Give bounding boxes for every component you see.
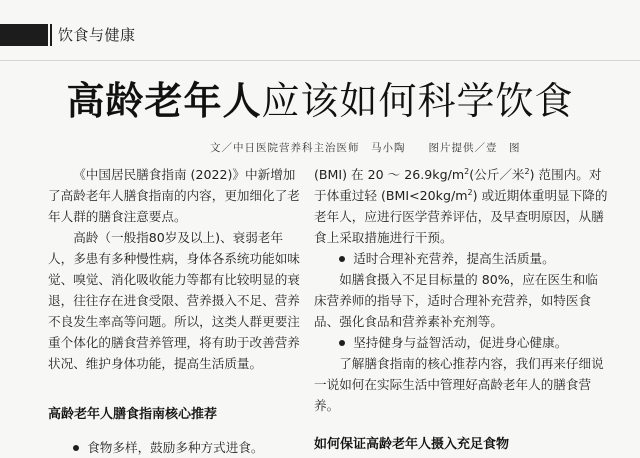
spacer xyxy=(314,416,610,434)
subheading-core-recommendations: 高龄老年人膳食指南核心推荐 xyxy=(48,407,218,422)
article-title xyxy=(0,78,640,124)
list-item-text: 坚持健身与益智活动，促进身心健康。 xyxy=(353,335,568,350)
text-run: ) 范围内。对于体重过轻 (BMI<20kg/m xyxy=(314,167,602,203)
superscript: 2 xyxy=(524,166,530,176)
article-byline: 文／中日医院营养科主治医师 马小陶 图片提供／壹 图 xyxy=(210,142,521,154)
text-run: (BMI) 在 20 ～ 26.9kg/m xyxy=(314,167,465,182)
article-title-rest: 应该如何科学饮食 xyxy=(261,79,574,123)
spacer xyxy=(48,374,300,404)
list-item xyxy=(314,248,610,269)
section-color-band xyxy=(0,24,48,46)
superscript: 2 xyxy=(464,166,470,176)
section-divider xyxy=(50,24,52,46)
section-label: 饮食与健康 xyxy=(58,26,136,44)
list-item xyxy=(314,332,610,353)
paragraph-bmi xyxy=(314,164,610,248)
list-item xyxy=(48,437,300,458)
bullet-icon xyxy=(339,251,353,266)
bullet-icon xyxy=(339,335,353,350)
text-run: (公斤／米 xyxy=(469,167,525,182)
paragraph-intro: 《中国居民膳食指南 (2022)》中新增加了高龄老年人膳食指南的内容，更加细化了老年人群的膳食注意要点。 xyxy=(48,167,300,224)
text-run: ) 或近期体重明显下降的老年人，应进行医学营养评估，及早查明原因，从膳食上采取措施进行干预。 xyxy=(314,188,608,245)
superscript: 2 xyxy=(467,187,473,197)
spacer xyxy=(48,425,300,437)
paragraph-transition: 了解膳食指南的核心推荐内容，我们再来仔细说一说如何在实际生活中管理好高龄老年人的膳食营养。 xyxy=(314,356,604,413)
paragraph-supplements: 如膳食摄入不足目标量的 80%，应在医生和临床营养师的指导下，适时合理补充营养，如特医食品、强化食品和营养素补充剂等。 xyxy=(314,272,598,329)
right-column xyxy=(314,164,610,455)
subheading-adequate-intake: 如何保证高龄老年人摄入充足食物 xyxy=(314,437,510,452)
list-item-text: 食物多样，鼓励多种方式进食。 xyxy=(87,440,264,455)
left-column xyxy=(48,164,300,458)
paragraph-background: 高龄（一般指80岁及以上)、衰弱老年人，多患有多种慢性病，身体各系统功能如味觉、嗅觉、消化吸收能力等都有比较明显的衰退，往往存在进食受限、营养摄入不足、营养不良发生率高等问题。所以，这类人群更要注重个体化的膳食营养管理，将有助于改善营养状况、维护身体功能，提高生活质量。 xyxy=(48,230,300,371)
header-rule xyxy=(0,60,640,61)
list-item-text: 适时合理补充营养，提高生活质量。 xyxy=(353,251,555,266)
article-title-bold: 高龄老年人 xyxy=(66,78,262,123)
